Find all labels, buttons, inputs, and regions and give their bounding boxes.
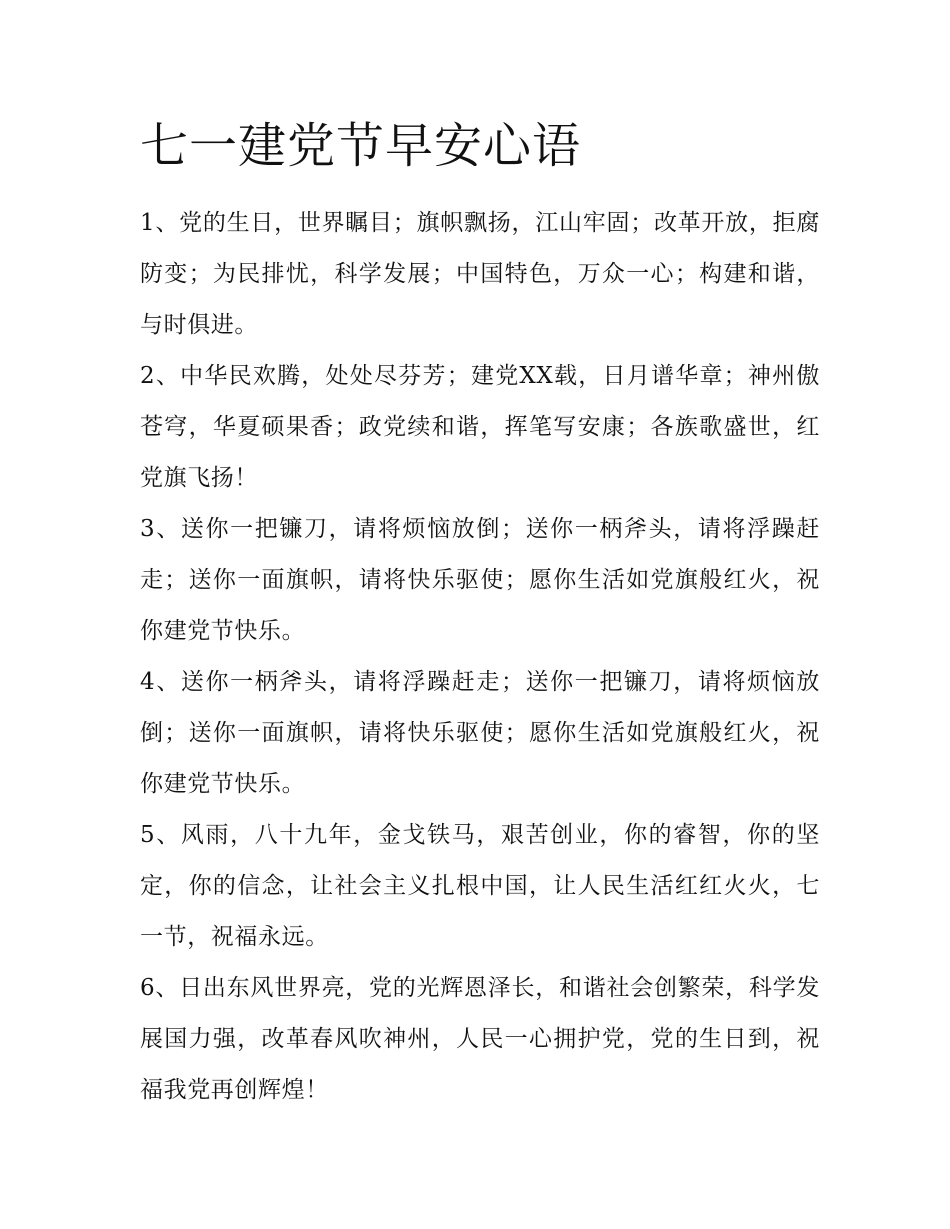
document-page <box>140 112 820 1116</box>
greeting-item-3: 3、送你一把镰刀，请将烦恼放倒；送你一柄斧头，请将浮躁赶走；送你一面旗帜，请将快乐驱使；愿你生活如党旗般红火，祝你建党节快乐。 <box>140 516 820 644</box>
greeting-item-5: 5、风雨，八十九年，金戈铁马，艰苦创业，你的睿智，你的坚定，你的信念，让社会主义扎根中国，让人民生活红红火火，七一节，祝福永远。 <box>140 822 820 950</box>
greeting-item-6: 6、日出东风世界亮，党的光辉恩泽长，和谐社会创繁荣，科学发展国力强，改革春风吹神州，人民一心拥护党，党的生日到，祝福我党再创辉煌！ <box>140 975 820 1103</box>
greeting-item-2: 2、中华民欢腾，处处尽芬芳；建党XX载，日月谱华章；神州傲苍穹，华夏硕果香；政党续和谐，挥笔写安康；各族歌盛世，红党旗飞扬！ <box>140 363 820 491</box>
document-title: 七一建党节早安心语 <box>140 118 582 174</box>
greeting-item-1: 1、党的生日，世界瞩目；旗帜飘扬，江山牢固；改革开放，拒腐防变；为民排忧，科学发展；中国特色，万众一心；构建和谐，与时俱进。 <box>140 210 820 338</box>
greeting-item-4: 4、送你一柄斧头，请将浮躁赶走；送你一把镰刀，请将烦恼放倒；送你一面旗帜，请将快乐驱使；愿你生活如党旗般红火，祝你建党节快乐。 <box>140 669 820 797</box>
